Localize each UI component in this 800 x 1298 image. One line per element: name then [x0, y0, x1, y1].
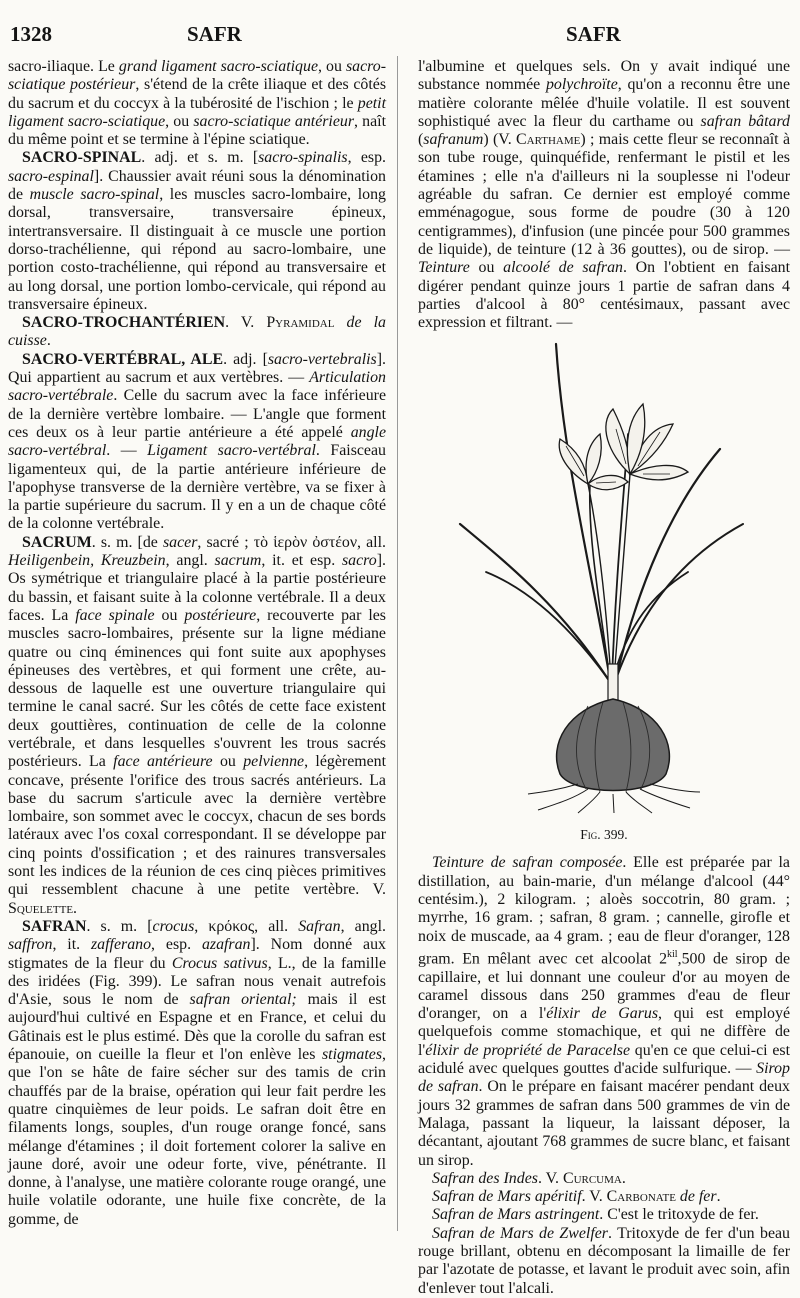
entry-safran-continued: l'albumine et quelques sels. On y avait indiqué une substance nommée polychroïte, qu'on a reconnu être une matière colorante mêlée d'huile volatile. Il est souvent sophistiqué avec la fleur du carthame ou safran bâtard (safranum) (V. Carthame) ; mais cette fleur se reconnaît à son tube rouge, quinquéfide, renfermant le pistil et les étamines ; elle n'a d'ailleurs ni la souplesse ni l'odeur agréable du safran. Ce dernier est employé comme emménagogue, sous forme de poudre (30 à 120 centigrammes), d'infusion (une pincée pour 500 grammes de liquide), de teinture (12 à 36 gouttes), ou de sirop. — Teinture ou alcoolé de safran. On l'obtient en faisant digérer pendant quinze jours 1 partie de safran dans 4 parties d'alcool à 80° centésimaux, passant avec expression et filtrant. —: [418, 58, 791, 332]
entry-sacro-vertebral: SACRO-VERTÉBRAL, ALE. adj. [sacro-vertebralis]. Qui appartient au sacrum et aux vertèbres. — Articulation sacro-vertébrale. Celle du sacrum avec la face inférieure de la dernière vertèbre lombaire. — L'angle que forment ces deux os à leur partie antérieure a été appelé angle sacro-vertébral. — Ligament sacro-vertébral. Faisceau ligamenteux qui, de la partie antérieure inférieure de l'apophyse transverse de la dernière vertèbre, va se fixer à la partie supérieure du sacrum. Il y en a un de chaque côté de la colonne vertébrale.: [8, 350, 386, 533]
crocus-illustration: [438, 334, 768, 814]
entry-continuation: sacro-iliaque. Le grand ligament sacro-sciatique, ou sacro-sciatique postérieur, s'étend de la crête iliaque et des côtés du sacrum et du coccyx à la tubérosité de l'ischion ; le petit ligament sacro-sciatique, ou sacro-sciatique antérieur, naît du même point et se termine à l'épine sciatique.: [8, 58, 387, 149]
headword: SAFRAN: [22, 917, 87, 935]
column-divider: [397, 56, 398, 1231]
entry-sacro-trochanterien: SACRO-TROCHANTÉRIEN. V. Pyramidal de la cuisse.: [8, 314, 386, 350]
subentry-safran-astringent: Safran de Mars astringent. C'est le tritoxyde de fer.: [432, 1206, 759, 1224]
bulb: [557, 699, 670, 791]
headword: SACRUM: [22, 533, 92, 551]
right-column: [418, 58, 790, 1298]
left-column: [8, 58, 386, 1229]
page-number: 1328: [10, 22, 52, 46]
right-running-title: SAFR: [566, 22, 621, 46]
headword: SACRO-VERTÉBRAL, ALE: [22, 350, 224, 368]
running-header: [0, 22, 800, 48]
subentry-safran-zwelfer: Safran de Mars de Zwelfer. Tritoxyde de fer d'un beau rouge brillant, obtenu en décomposant la limaille de fer par l'azotate de potasse, et lavant le produit avec soin, afin d'enlever tout l'alcali.: [418, 1224, 791, 1297]
subentry-safran-des-indes: Safran des Indes. V. Curcuma.: [432, 1169, 626, 1187]
subentry-safran-aperitif: Safran de Mars apéritif. V. Carbonate de fer.: [432, 1188, 721, 1206]
headword: SACRO-SPINAL: [22, 149, 142, 167]
left-running-title: SAFR: [187, 22, 242, 46]
figure-399: [418, 334, 790, 852]
entry-sacrum: SACRUM. s. m. [de sacer, sacré ; τὸ ἱερὸν ὀστέον, all. Heiligenbein, Kreuzbein, angl. sacrum, it. et esp. sacro]. Os symétrique et triangulaire placé à la partie postérieure du bassin, et faisant suite à la colonne vertébrale. Il a deux faces. La face spinale ou postérieure, recouverte par les muscles sacro-lombaires, présente sur la ligne médiane quatre ou cinq éminences qui font suite aux apophyses épineuses des vertèbres, et qui forment une crête, au-dessous de laquelle est une ouverture triangulaire qui termine le canal sacré. Sur les côtés de cette face existent deux gouttières, continuation de celle de la colonne vertébrale, et dans lesquelles s'ouvrent les trous sacrés postérieurs. La face antérieure ou pelvienne, légèrement concave, présente l'orifice des trous sacrés antérieurs. La base du sacrum s'articule avec la dernière vertèbre lombaire, son sommet avec le coccyx, chacun de ses bords latéraux avec l'os coxal correspondant. Il se développe par cinq points d'ossification ; et des rainures transversales sont les indices de la réunion de ces cinq pièces primitives qui ressemblent chacune à une petite vertèbre. V. Squelette.: [8, 533, 387, 917]
entry-sacro-spinal: SACRO-SPINAL. adj. et s. m. [sacro-spinalis, esp. sacro-espinal]. Chaussier avait réuni sous la dénomination de muscle sacro-spinal, les muscles sacro-lombaire, long dorsal, transversaire, transversaire épineux, intertransversaire. Il distinguait à ce muscle une portion dorso-trachélienne, qui répond au sacro-lombaire, une portion costo-trachélienne, qui répond au transversaire et au long dorsal, une portion lombo-cervicale, qui répond au transversaire épineux.: [8, 149, 386, 313]
entry-safran: SAFRAN. s. m. [crocus, κρόκος, all. Safran, angl. saffron, it. zafferano, esp. azafran]. Nom donné aux stigmates de la fleur du Crocus sativus, L., de la famille des iridées (Fig. 399). Le safran nous venait autrefois d'Asie, sous le nom de safran oriental; mais il est aujourd'hui cultivé en Espagne et en France, et celui du Gâtinais est le plus estimé. Dès que la corolle du safran est épanouie, on cueille la fleur et l'on enlève les stigmates, que l'on se hâte de faire sécher sur des tamis de crin chauffés par de la braise, opération qui leur fait perdre les quatre cinquièmes de leur poids. Le safran doit être en filaments longs, souples, d'un rouge orange foncé, sans mélange d'étamines ; il doit fortement colorer la salive en jaune doré, avoir une odeur forte, vive, pénétrante. Il donne, à l'analyse, une matière colorante rouge orangé, une huile volatile odorante, une huile fixe concrète, de la gomme, de: [8, 917, 387, 1228]
entry-teinture-composee: Teinture de safran composée. Elle est préparée par la distillation, au bain-marie, d'un mélange d'alcool (44° centésim.), 2 kilogram. ; aloès soccotrin, 80 gram. ; myrrhe, 16 gram. ; safran, 8 gram. ; cannelle, girofle et noix de muscade, aa 4 gram. ; eau de fleur d'oranger, 128 gram. En mêlant avec cet alcoolat $2^{kil},500$ de sirop de capillaire, et lui donnant une couleur d'or au moyen de caramel dissous dans 250 grammes d'eau de fleur d'oranger, on a l'élixir de Garus, qui est employé quelquefois comme stomachique, et qui ne diffère de l'élixir de propriété de Paracelse qu'en ce que celui-ci est acidulé avec quelques gouttes d'acide sulfurique. — Sirop de safran. On le prépare en faisant macérer pendant deux jours 32 grammes de safran dans 500 grammes de vin de Malaga, passant la liqueur, la laissant déposer, la décantant, ajoutant 768 grammes de sucre blanc, et faisant un sirop.: [418, 854, 790, 1169]
figure-caption: Fig. 399.: [580, 827, 628, 843]
headword: SACRO-TROCHANTÉRIEN: [22, 314, 226, 332]
